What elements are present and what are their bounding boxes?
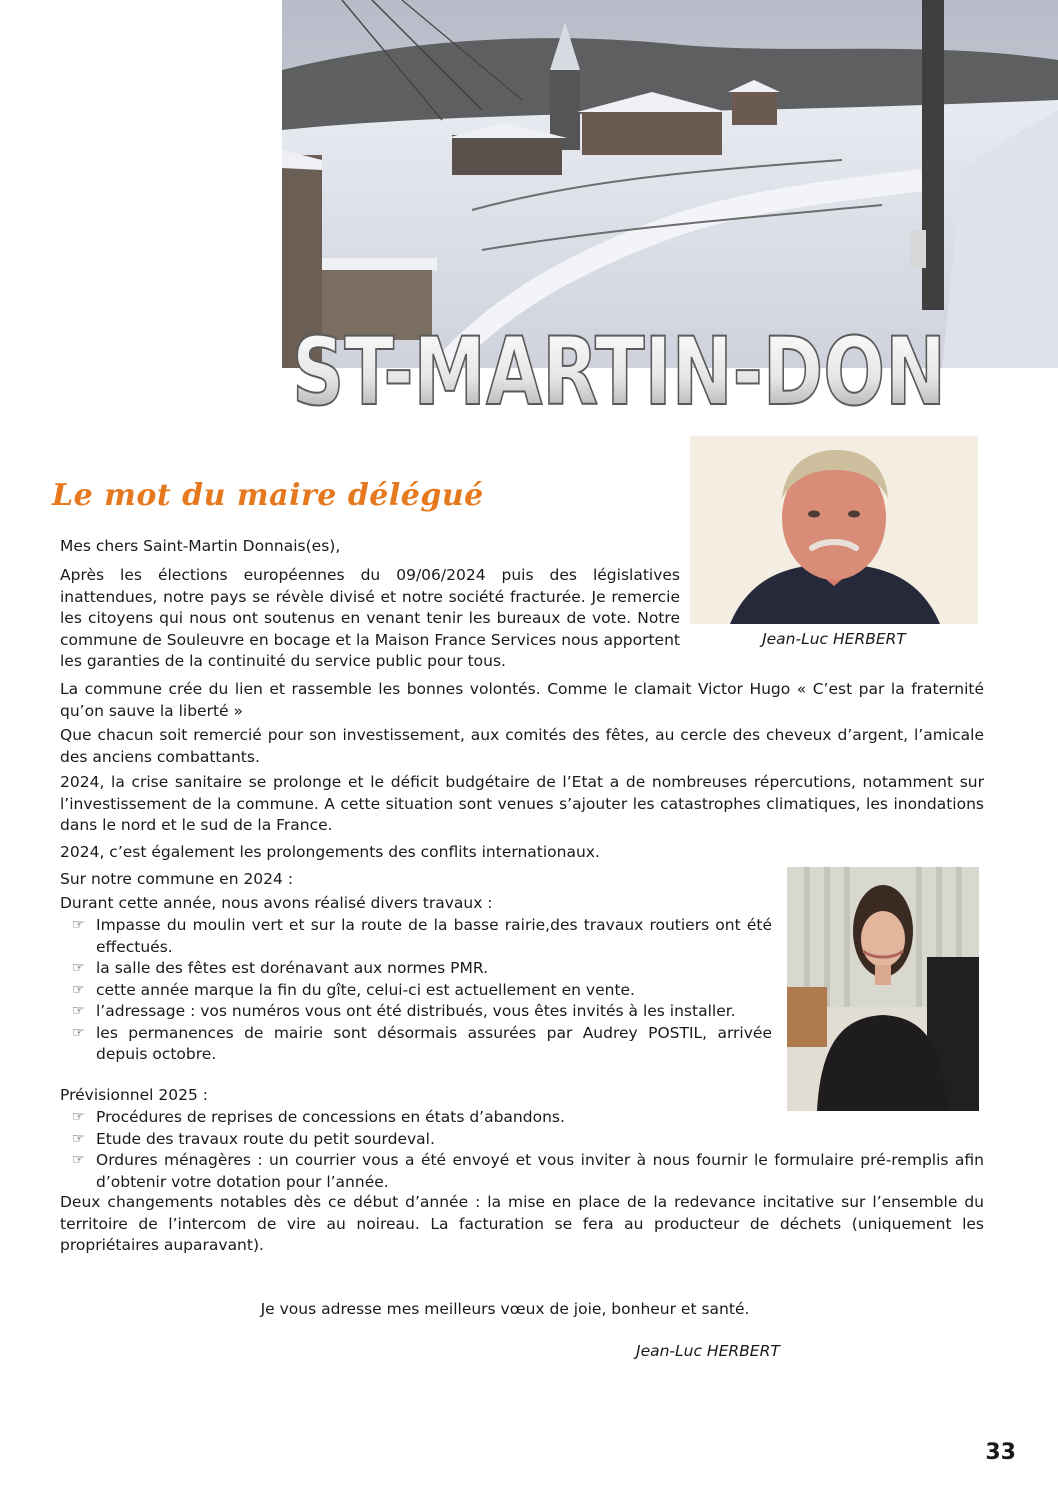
pointing-hand-icon: ☞ [72,981,85,998]
signature: Jean-Luc HERBERT [636,1342,780,1360]
list-item: ☞ cette année marque la fin du gîte, celui-ci est actuellement en vente. [72,980,772,1002]
list-item: ☞ les permanences de mairie sont désormais assurées par Audrey POSTIL, arrivée depuis octobre. [72,1023,772,1063]
mayor-photo-caption: Jean-Luc HERBERT [762,630,906,648]
conflicts-paragraph: 2024, c’est également les prolongements des conflits internationaux. [60,843,600,861]
works-intro: Durant cette année, nous avons réalisé divers travaux : [60,894,493,912]
mayor-portrait-photo [690,436,978,624]
commune-2024-label: Sur notre commune en 2024 : [60,870,294,888]
list-item: ☞ Procédures de reprises de concessions en états d’abandons. [72,1107,984,1129]
commune-paragraph: La commune crée du lien et rassemble les bonnes volontés. Comme le clamait Victor Hugo « C’est par la fraternité qu’on sauve la liberté » [60,680,984,720]
pointing-hand-icon: ☞ [72,1003,85,1019]
pointing-hand-icon: ☞ [72,1024,85,1041]
secretary-portrait-photo [787,867,979,1111]
pointing-hand-icon: ☞ [72,1152,85,1168]
forecast-label: Prévisionnel 2025 : [60,1086,208,1104]
pointing-hand-icon: ☞ [72,917,85,933]
list-item: ☞ Impasse du moulin vert et sur la route de la basse rairie,des travaux routiers ont été effectués. [72,916,772,956]
greeting: Mes chers Saint-Martin Donnais(es), [60,537,341,555]
list-item: ☞ Etude des travaux route du petit sourdeval. [72,1129,984,1151]
crisis-paragraph: 2024, la crise sanitaire se prolonge et le déficit budgétaire de l’Etat a de nombreuses répercutions, notamment sur l’investissement de la commune. A cette situation sont venues s’ajouter les catastrophes climatiques, les inondations dans le nord et le sud de la France. [60,773,984,834]
intro-paragraph: Après les élections européennes du 09/06/2024 puis des législatives inattendues, notre pays se révèle divisé et notre société fracturée. Je remercie les citoyens qui nous ont soutenus en venant tenir les bureaux de vote. Notre commune de Souleuvre en bocage et la Maison France Services nous apportent les garanties de la continuité du service public pour tous. [60,566,680,670]
changes-paragraph: Deux changements notables dès ce début d’année : la mise en place de la redevance incitative sur l’ensemble du territoire de l’intercom de vire au noireau. La facturation se fera au producteur de déchets (uniquement les propriétaires auparavant). [60,1193,984,1254]
village-title [288,300,968,427]
closing-wish: Je vous adresse mes meilleurs vœux de joie, bonheur et santé. [260,1300,750,1318]
list-item: ☞ Ordures ménagères : un courrier vous a été envoyé et vous inviter à nous fournir le formulaire pré-remplis afin d’obtenir votre dotation pour l’année. [72,1151,984,1191]
section-heading: Le mot du maire délégué [52,478,484,513]
works-list [72,915,772,1066]
forecast-list [72,1107,984,1193]
list-item: ☞ l’adressage : vos numéros vous ont été distribués, vous êtes invités à les installer. [72,1001,772,1023]
pointing-hand-icon: ☞ [72,1109,85,1125]
page-number: 33 [985,1440,1016,1465]
pointing-hand-icon: ☞ [72,960,85,976]
village-title-text: ST-MARTIN-DON [292,318,946,427]
thanks-paragraph: Que chacun soit remercié pour son investissement, aux comités des fêtes, au cercle des cheveux d’argent, l’amicale des anciens combattants. [60,726,984,766]
pointing-hand-icon: ☞ [72,1130,85,1147]
list-item: ☞ la salle des fêtes est dorénavant aux normes PMR. [72,958,772,980]
